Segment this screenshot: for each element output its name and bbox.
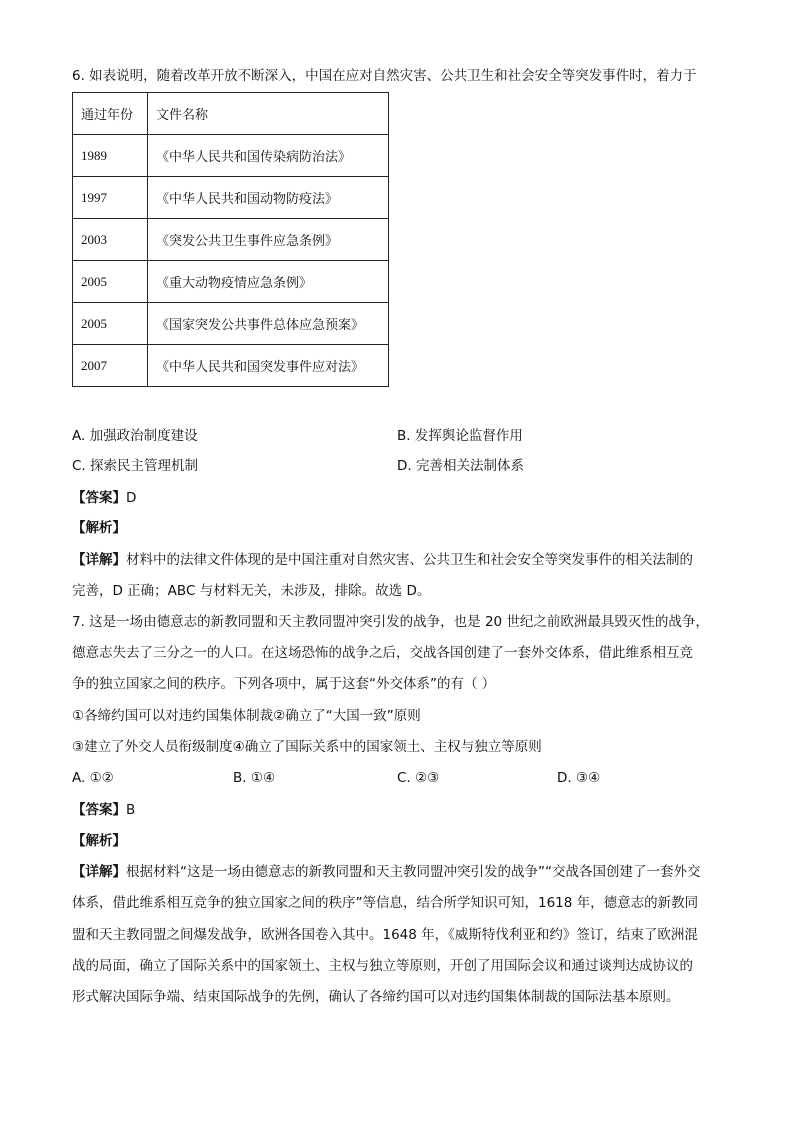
detail-tag: 【详解】: [72, 552, 126, 568]
table-header-row: [73, 93, 389, 135]
q7-stem-line-3: 争的独立国家之间的秩序。下列各项中，属于这套“外交体系”的有（ ）: [72, 676, 496, 692]
q6-option-a: A. 加强政治制度建设: [72, 428, 198, 444]
q7-detail-line-1: [72, 862, 700, 882]
q6-analysis-tag: 【解析】: [72, 520, 126, 536]
detail-tag: 【详解】: [72, 864, 126, 880]
q6-option-d: D. 完善相关法制体系: [397, 458, 524, 474]
q7-option-c: C. ②③: [397, 770, 440, 786]
q6-option-b: B. 发挥舆论监督作用: [397, 428, 523, 444]
row-name: 《中华人民共和国动物防疫法》: [148, 177, 389, 219]
answer-value: D: [126, 490, 137, 506]
q7-detail-line-4: 战的局面，确立了国际关系中的国家领土、主权与独立等原则，开创了用国际会议和通过谈判达成协议的: [72, 958, 693, 974]
row-year: 2003: [73, 219, 148, 261]
q7-option-d: D. ③④: [557, 770, 601, 786]
table-row: [73, 135, 389, 177]
q7-option-a: A. ①②: [72, 770, 114, 786]
detail-text: 根据材料“这是一场由德意志的新教同盟和天主教同盟冲突引发的战争”“交战各国创建了一套外交: [126, 864, 701, 880]
q6-stem: 6. 如表说明，随着改革开放不断深入，中国在应对自然灾害、公共卫生和社会安全等突发事件时，着力于: [72, 68, 697, 84]
table-row: [73, 261, 389, 303]
row-name: 《重大动物疫情应急条例》: [148, 261, 389, 303]
q7-item-line-2: ③建立了外交人员衔级制度④确立了国际关系中的国家领土、主权与独立等原则: [72, 739, 542, 755]
q7-analysis-tag: 【解析】: [72, 833, 126, 849]
row-year: 2007: [73, 345, 148, 387]
header-name: 文件名称: [148, 93, 389, 135]
q7-detail-line-2: 体系，借此维系相互竞争的独立国家之间的秩序”等信息，结合所学知识可知，1618 年，德意志的新教同: [72, 895, 699, 911]
header-year: 通过年份: [73, 93, 148, 135]
detail-text: 材料中的法律文件体现的是中国注重对自然灾害、公共卫生和社会安全等突发事件的相关法制的: [126, 552, 693, 568]
answer-value: B: [126, 802, 136, 818]
row-name: 《突发公共卫生事件应急条例》: [148, 219, 389, 261]
q6-option-c: C. 探索民主管理机制: [72, 458, 199, 474]
laws-table: [72, 92, 389, 387]
answer-tag: 【答案】: [72, 802, 126, 818]
q7-stem-line-1: 7. 这是一场由德意志的新教同盟和天主教同盟冲突引发的战争，也是 20 世纪之前欧洲最具毁灭性的战争，: [72, 614, 709, 630]
q7-detail-line-3: 盟和天主教同盟之间爆发战争，欧洲各国卷入其中。1648 年，《威斯特伐利亚和约》签订，结束了欧洲混: [72, 927, 698, 943]
q7-option-b: B. ①④: [233, 770, 276, 786]
answer-tag: 【答案】: [72, 490, 126, 506]
q7-stem-line-2: 德意志失去了三分之一的人口。在这场恐怖的战争之后，交战各国创建了一套外交体系，借此维系相互竞: [72, 645, 693, 661]
q6-detail-line-1: [72, 550, 693, 570]
row-year: 2005: [73, 303, 148, 345]
row-year: 2005: [73, 261, 148, 303]
q7-item-line-1: ①各缔约国可以对违约国集体制裁②确立了“大国一致”原则: [72, 708, 421, 724]
row-name: 《中华人民共和国突发事件应对法》: [148, 345, 389, 387]
q7-detail-line-5: 形式解决国际争端、结束国际战争的先例，确认了各缔约国可以对违约国集体制裁的国际法基本原则。: [72, 989, 680, 1005]
q7-answer: [72, 800, 135, 820]
table-row: [73, 303, 389, 345]
q6-answer: [72, 488, 136, 508]
row-name: 《国家突发公共事件总体应急预案》: [148, 303, 389, 345]
table-row: [73, 345, 389, 387]
row-name: 《中华人民共和国传染病防治法》: [148, 135, 389, 177]
row-year: 1989: [73, 135, 148, 177]
table-row: [73, 219, 389, 261]
table-row: [73, 177, 389, 219]
q6-detail-line-2: 完善，D 正确；ABC 与材料无关，未涉及，排除。故选 D。: [72, 583, 431, 599]
row-year: 1997: [73, 177, 148, 219]
